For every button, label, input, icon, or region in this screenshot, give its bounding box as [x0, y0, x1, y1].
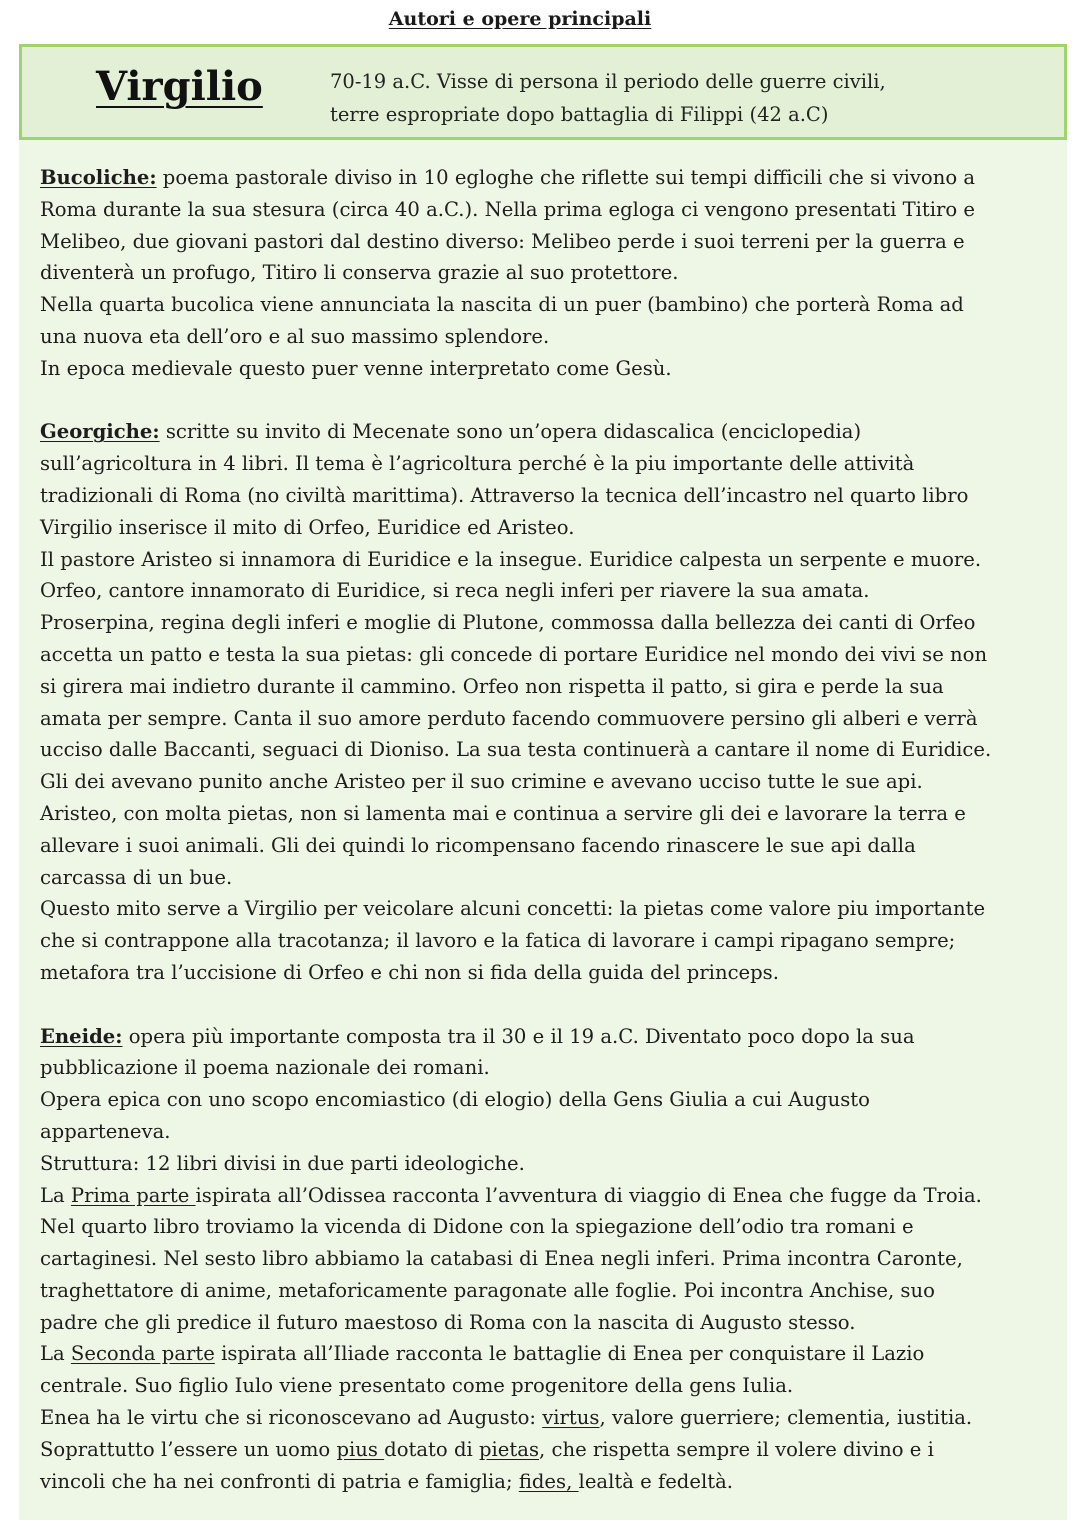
author-name: Virgilio: [96, 63, 263, 110]
text-line: Questo mito serve a Virgilio per veicolare alcuni concetti: la pietas come valore piu importante: [40, 897, 986, 921]
text-line: [40, 416, 1072, 448]
text-line: [40, 1021, 1072, 1053]
text-line: Roma durante la sua stesura (circa 40 a.C.). Nella prima egloga ci vengono presentati Titiro e: [40, 197, 976, 221]
text-line: allevare i suoi animali. Gli dei quindi lo ricompensano facendo rinascere le sue api dalla: [40, 833, 916, 857]
underlined-term: virtus: [542, 1406, 600, 1430]
underlined-term: fides,: [518, 1469, 579, 1493]
text-line: ucciso dalle Baccanti, seguaci di Dioniso. La sua testa continuerà a cantare il nome di Euridice.: [40, 738, 992, 762]
section-label-eneide: Eneide:: [40, 1024, 123, 1048]
text-line: padre che gli predice il futuro maestoso di Roma con la nascita di Augusto stesso.: [40, 1310, 856, 1334]
author-bio-line: 70-19 a.C. Visse di persona il periodo delle guerre civili,: [330, 70, 886, 93]
text-span: , valore guerriere; clementia, iustitia.: [599, 1406, 973, 1430]
text-line: Orfeo, cantore innamorato di Euridice, si reca negli inferi per riavere la sua amata.: [40, 579, 870, 603]
underlined-term: Prima parte: [70, 1183, 196, 1207]
underlined-term: pius: [336, 1437, 385, 1461]
text-line: diventerà un profugo, Titiro li conserva grazie al suo protettore.: [40, 261, 679, 285]
text-span: poema pastorale diviso in 10 egloghe che riflette sui tempi difficili che si vivono a: [156, 166, 976, 189]
text-span: , che rispetta sempre il volere divino e i: [539, 1437, 934, 1461]
text-line: Il pastore Aristeo si innamora di Euridice e la insegue. Euridice calpesta un serpente e muore.: [40, 547, 982, 571]
text-line: una nuova eta dell’oro e al suo massimo splendore.: [40, 324, 550, 348]
text-line: [40, 1180, 1072, 1212]
text-line: centrale. Suo figlio Iulo viene presentato come progenitore della gens Iulia.: [40, 1374, 794, 1398]
text-line: pubblicazione il poema nazionale dei romani.: [40, 1056, 490, 1080]
text-line: In epoca medievale questo puer venne interpretato come Gesù.: [40, 356, 672, 380]
text-line: [40, 1466, 1072, 1498]
text-line: apparteneva.: [40, 1119, 171, 1143]
text-line: Aristeo, con molta pietas, non si lamenta mai e continua a servire gli dei e lavorare la terra e: [40, 801, 966, 825]
text-span: Soprattutto l’essere un uomo: [40, 1437, 337, 1461]
text-span: scritte su invito di Mecenate sono un’opera didascalica (enciclopedia): [159, 420, 862, 444]
text-line: Opera epica con uno scopo encomiastico (di elogio) della Gens Giulia a cui Augusto: [40, 1088, 870, 1112]
text-line: tradizionali di Roma (no civiltà marittima). Attraverso la tecnica dell’incastro nel quarto libro: [40, 483, 969, 507]
text-line: si girera mai indietro durante il cammino. Orfeo non rispetta il patto, si gira e perde la sua: [40, 674, 944, 698]
underlined-term: Seconda parte: [70, 1342, 215, 1366]
text-line: che si contrappone alla tracotanza; il lavoro e la fatica di lavorare i campi ripagano sempre;: [40, 929, 956, 953]
text-line: Nella quarta bucolica viene annunciata la nascita di un puer (bambino) che porterà Roma ad: [40, 293, 964, 317]
text-line: amata per sempre. Canta il suo amore perduto facendo commuovere persino gli alberi e verrà: [40, 706, 978, 730]
text-line: [40, 1434, 1072, 1466]
section-label-georgiche: Georgiche:: [40, 420, 160, 444]
underlined-term: pietas: [479, 1437, 540, 1461]
section-eneide: [40, 1021, 1072, 1498]
text-line: Virgilio inserisce il mito di Orfeo, Euridice ed Aristeo.: [40, 515, 575, 539]
text-span: La: [40, 1183, 71, 1207]
text-span: lealtà e fedeltà.: [578, 1469, 734, 1493]
text-span: ispirata all’Odissea racconta l’avventura di viaggio di Enea che fugge da Troia.: [195, 1183, 982, 1207]
text-line: [40, 1338, 1072, 1370]
author-header-box: [19, 44, 1067, 140]
text-span: opera più importante composta tra il 30 e il 19 a.C. Diventato poco dopo la sua: [122, 1024, 915, 1048]
text-span: ispirata all’Iliade racconta le battaglie di Enea per conquistare il Lazio: [214, 1342, 925, 1366]
works-content: [40, 162, 1072, 1497]
text-span: vincoli che ha nei confronti di patria e famiglia;: [40, 1469, 519, 1493]
text-line: sull’agricoltura in 4 libri. Il tema è l’agricoltura perché è la piu importante delle attività: [40, 452, 915, 476]
text-line: Struttura: 12 libri divisi in due parti ideologiche.: [40, 1151, 525, 1175]
text-line: metafora tra l’uccisione di Orfeo e chi non si fida della guida del princeps.: [40, 960, 779, 984]
author-bio-line: terre espropriate dopo battaglia di Filippi (42 a.C): [330, 103, 829, 126]
page-heading: Autori e opere principali: [388, 8, 652, 30]
text-line: traghettatore di anime, metaforicamente paragonate alle foglie. Poi incontra Anchise, suo: [40, 1278, 935, 1302]
text-line: cartaginesi. Nel sesto libro abbiamo la catabasi di Enea negli inferi. Prima incontra Caronte,: [40, 1247, 963, 1271]
text-line: Proserpina, regina degli inferi e moglie di Plutone, commossa dalla bellezza dei canti di Orfeo: [40, 611, 976, 635]
text-line: Nel quarto libro troviamo la vicenda di Didone con la spiegazione dell’odio tra romani e: [40, 1215, 914, 1239]
text-span: Enea ha le virtu che si riconoscevano ad Augusto:: [40, 1406, 543, 1430]
section-bucoliche: [40, 162, 1072, 385]
text-line: Gli dei avevano punito anche Aristeo per il suo crimine e avevano ucciso tutte le sue api.: [40, 770, 923, 794]
text-line: carcassa di un bue.: [40, 865, 233, 889]
text-span: dotato di: [384, 1437, 479, 1461]
text-line: [40, 1402, 1072, 1434]
section-georgiche: [40, 416, 1072, 988]
text-span: La: [40, 1342, 71, 1366]
section-label-bucoliche: Bucoliche:: [40, 166, 157, 189]
author-bio: [330, 65, 1050, 131]
text-line: [40, 162, 1072, 194]
text-line: Melibeo, due giovani pastori dal destino diverso: Melibeo perde i suoi terreni per la guerra e: [40, 229, 965, 253]
text-line: accetta un patto e testa la sua pietas: gli concede di portare Euridice nel mondo dei vivi se non: [40, 642, 988, 666]
